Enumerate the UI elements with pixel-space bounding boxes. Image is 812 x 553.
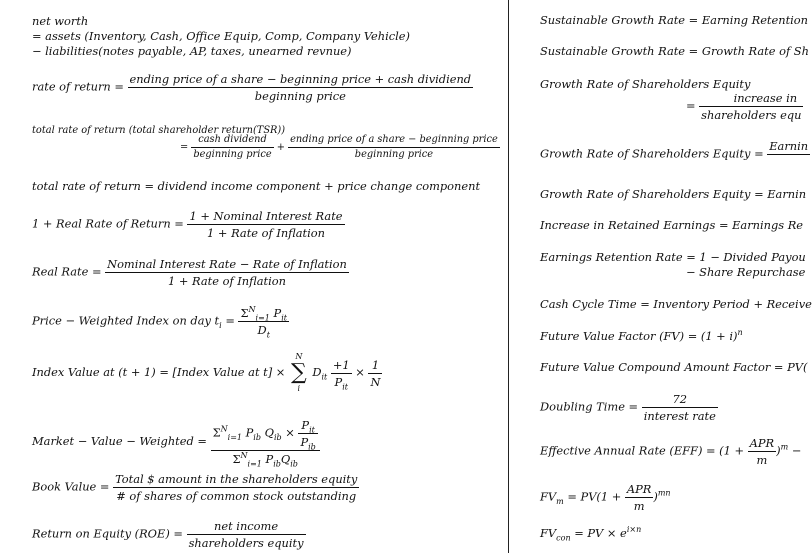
- market-value-inner-denominator: $P_{ib}$: [300, 435, 316, 452]
- index-value-lhs: Index Value at (t + 1) = [Index Value at t] ×: [32, 365, 286, 379]
- increase-retained-earnings: Increase in Retained Earnings = Earnings Re: [540, 218, 804, 232]
- roe-numerator: net income: [187, 519, 306, 535]
- roe-lhs: Return on Equity (ROE) =: [32, 526, 183, 541]
- growth-rate-equity-2-denominator: [767, 155, 810, 170]
- earnings-retention-rate-1: Earnings Retention Rate = 1 − Divided Payou: [540, 250, 806, 264]
- doubling-time-lhs: Doubling Time =: [540, 399, 639, 414]
- eff-denominator: m: [756, 453, 768, 467]
- price-weighted-denominator: $D_t$: [257, 323, 270, 340]
- index-value-sum-icon: N ∑ i: [290, 352, 307, 393]
- tsr-title: total rate of return (total shareholder return(TSR)): [32, 125, 286, 136]
- growth-rate-equity-1-lhs: Growth Rate of Shareholders Equity: [540, 77, 751, 91]
- tsr-price-numerator: ending price of a share − beginning price: [288, 134, 500, 148]
- market-value-inner-numerator: $P_{it}$: [298, 418, 317, 434]
- index-value-n-denominator: N: [370, 374, 381, 389]
- real-rate-numerator: Nominal Interest Rate − Rate of Inflation: [107, 257, 347, 271]
- tsr-dividend-numerator: cash dividend: [191, 134, 273, 148]
- return-components-formula: total rate of return = dividend income component + price change component: [32, 179, 481, 193]
- growth-rate-equity-2-fraction: [767, 139, 810, 170]
- eff-numerator: APR: [749, 436, 775, 450]
- tsr-dividend-denominator: beginning price: [193, 149, 272, 160]
- fv-m-denominator: m: [633, 499, 645, 513]
- doubling-time: [540, 392, 794, 423]
- doubling-time-numerator: 72: [642, 392, 718, 408]
- real-rate-of-return-lhs: 1 + Real Rate of Return =: [32, 216, 184, 231]
- price-weighted-lhs: Price − Weighted Index on day t: [32, 313, 220, 328]
- growth-rate-equity-2-numerator: Earnin: [769, 139, 809, 153]
- net-worth-label: net worth: [32, 14, 89, 28]
- real-rate-of-return-numerator: 1 + Nominal Interest Rate: [189, 209, 343, 223]
- future-value-compound: Future Value Compound Amount Factor = PV(: [540, 360, 808, 374]
- growth-rate-equity-1-equals: =: [686, 98, 696, 113]
- cash-cycle-time: Cash Cycle Time = Inventory Period + Receive: [540, 297, 812, 311]
- market-value-numerator: $\Sigma^N_{i=1}$ $P_{ib}$ $Q_{ib}$ × $\frac{P_{it}}{P_{ib}}$: [211, 418, 320, 451]
- index-value-d: $D_{it}$: [312, 365, 328, 382]
- tsr-plus: +: [276, 142, 285, 153]
- sustainable-growth-rate-1: Sustainable Growth Rate = Earning Retention: [540, 13, 809, 27]
- real-rate-denominator: 1 + Rate of Inflation: [167, 274, 286, 288]
- index-value-price-numerator: +1: [332, 357, 350, 372]
- price-weighted-equals: =: [225, 313, 235, 328]
- fv-m-formula: $FV_m = PV(1$ + $\frac{\text{APR}}{m}$ )$^{mn}$: [540, 482, 671, 513]
- book-value-numerator: Total $ amount in the shareholders equity: [115, 472, 358, 486]
- real-rate-of-return-denominator: 1 + Rate of Inflation: [207, 226, 325, 240]
- fv-m-numerator: APR: [626, 482, 652, 496]
- index-value-times: ×: [355, 365, 365, 379]
- future-value-factor: Future Value Factor $(FV) = (1 + i)^n$: [540, 328, 743, 343]
- growth-rate-equity-3: Growth Rate of Shareholders Equity = Earnin: [540, 187, 807, 201]
- doubling-time-denominator: interest rate: [643, 409, 716, 423]
- rate-of-return-lhs: rate of return =: [32, 79, 124, 94]
- tsr-equals: =: [180, 142, 189, 153]
- market-value-lhs: Market − Value − Weighted =: [32, 434, 207, 448]
- price-weighted-lhs-sub: i: [219, 320, 222, 330]
- index-value-n-numerator: 1: [368, 358, 382, 374]
- eff-fraction: [748, 436, 776, 467]
- fv-con-formula: $FV_{con}$ = PV × $e^{i\times n}$: [540, 525, 642, 543]
- fv-m-fraction: [625, 482, 653, 513]
- eff-lhs: Effective Annual Rate (EFF) = (1 +: [540, 443, 745, 458]
- tsr-price-denominator: beginning price: [354, 149, 434, 160]
- book-value-denominator: # of shares of common stock outstanding: [116, 489, 357, 503]
- index-value-price-denominator: $P_{it}$: [334, 374, 348, 391]
- growth-rate-equity-1-frac: [699, 91, 803, 122]
- rate-of-return-numerator: ending price of a share − beginning price + cash dividiend: [129, 72, 472, 86]
- book-value-lhs: Book Value =: [32, 479, 110, 494]
- rate-of-return-denominator: beginning price: [254, 89, 346, 103]
- sustainable-growth-rate-2: Sustainable Growth Rate = Growth Rate of Sh: [540, 44, 809, 58]
- roe-denominator: shareholders equity: [188, 536, 304, 550]
- earnings-retention-rate-2: − Share Repurchase: [686, 265, 806, 279]
- net-worth-liabilities: − liabilities(notes payable, AP, taxes, unearned revnue): [32, 44, 352, 58]
- growth-rate-equity-2: [540, 139, 809, 170]
- real-rate-lhs: Real Rate =: [32, 264, 102, 279]
- growth-rate-equity-1-numerator: increase in: [699, 91, 803, 107]
- effective-annual-rate: Effective Annual Rate (EFF) = (1 + $\frac{\text{APR}}{m}$ )$^m$ −: [540, 436, 802, 467]
- price-weighted-numerator: $\Sigma^N_{i=1}$ $P_{it}$: [240, 305, 287, 323]
- growth-rate-equity-2-lhs: Growth Rate of Shareholders Equity =: [540, 146, 764, 161]
- growth-rate-equity-1-denominator: shareholders equ: [701, 108, 802, 122]
- net-worth-assets: = assets (Inventory, Cash, Office Equip, Comp, Company Vehicle): [32, 29, 410, 43]
- market-value-denominator: $\Sigma^N_{i=1}$ $P_{ib}Q_{ib}$: [232, 451, 298, 469]
- doubling-time-fraction: [642, 392, 718, 423]
- growth-rate-equity-1-fraction: [686, 91, 806, 122]
